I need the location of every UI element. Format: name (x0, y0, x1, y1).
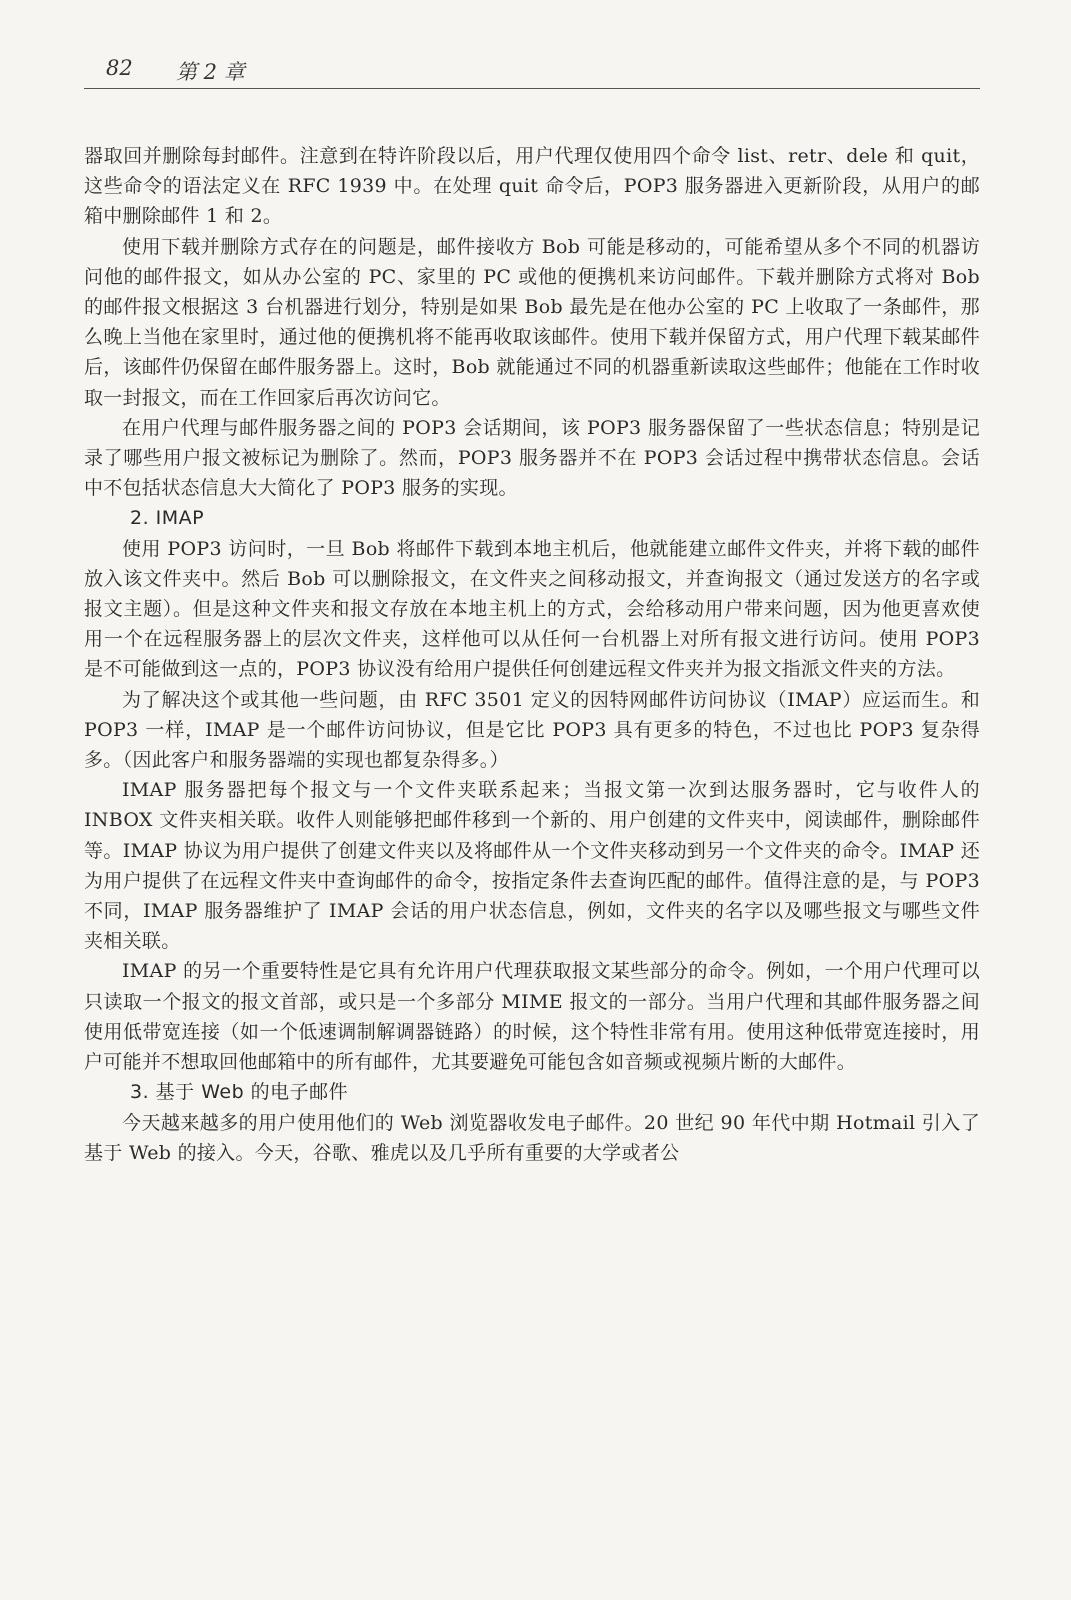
section-heading-imap: 2. IMAP (130, 507, 205, 530)
chapter-title: 第 2 章 (176, 60, 245, 84)
page-number: 82 (106, 56, 133, 80)
section-heading-web-email: 3. 基于 Web 的电子邮件 (130, 1081, 349, 1104)
paragraph-download-delete-problem: 使用下载并删除方式存在的问题是，邮件接收方 Bob 可能是移动的，可能希望从多个不同的机器访问他的邮件报文，如从办公室的 PC、家里的 PC 或他的便携机来访问邮件。下载并删除方式将对 Bob 的邮件报文根据这 3 台机器进行划分，特别是如果 Bob 最先是在他办公室的 PC 上收取了一条邮件，那么晚上当他在家里时，通过他的便携机将不能再收取该邮件。使用下载并保留方式，用户代理下载某邮件后，该邮件仍保留在邮件服务器上。这时，Bob 就能通过不同的机器重新读取这些邮件；他能在工作时收取一封报文，而在工作回家后再次访问它。 (84, 235, 980, 409)
paragraph-web-email: 今天越来越多的用户使用他们的 Web 浏览器收发电子邮件。20 世纪 90 年代中期 Hotmail 引入了基于 Web 的接入。今天，谷歌、雅虎以及几乎所有重要的大学或者公 (84, 1111, 980, 1164)
paragraph-pop3-state: 在用户代理与邮件服务器之间的 POP3 会话期间，该 POP3 服务器保留了一些状态信息；特别是记录了哪些用户报文被标记为删除了。然而，POP3 服务器并不在 POP3 会话过程中携带状态信息。会话中不包括状态信息大大简化了 POP3 服务的实现。 (84, 416, 980, 500)
running-header (84, 50, 980, 89)
paragraph-continued: 器取回并删除每封邮件。注意到在特许阶段以后，用户代理仅使用四个命令 list、retr、dele 和 quit，这些命令的语法定义在 RFC 1939 中。在处理 quit 命令后，POP3 服务器进入更新阶段，从用户的邮箱中删除邮件 1 和 2。 (84, 145, 980, 228)
body-text (84, 141, 980, 1168)
paragraph-pop3-folders: 使用 POP3 访问时，一旦 Bob 将邮件下载到本地主机后，他就能建立邮件文件夹，并将下载的邮件放入该文件夹中。然后 Bob 可以删除报文，在文件夹之间移动报文，并查询报文（通过发送方的名字或报文主题）。但是这种文件夹和报文存放在本地主机上的方式，会给移动用户带来问题，因为他更喜欢使用一个在远程服务器上的层次文件夹，这样他可以从任何一台机器上对所有报文进行访问。使用 POP3 是不可能做到这一点的，POP3 协议没有给用户提供任何创建远程文件夹并为报文指派文件夹的方法。 (84, 537, 980, 681)
paragraph-imap-partial-fetch: IMAP 的另一个重要特性是它具有允许用户代理获取报文某些部分的命令。例如，一个用户代理可以只读取一个报文的报文首部，或只是一个多部分 MIME 报文的一部分。当用户代理和其邮件服务器之间使用低带宽连接（如一个低速调制解调器链路）的时候，这个特性非常有用。使用这种低带宽连接时，用户可能并不想取回他邮箱中的所有邮件，尤其要避免可能包含如音频或视频片断的大邮件。 (84, 960, 980, 1074)
paragraph-imap-intro: 为了解决这个或其他一些问题，由 RFC 3501 定义的因特网邮件访问协议（IMAP）应运而生。和 POP3 一样，IMAP 是一个邮件访问协议，但是它比 POP3 具有更多的特色，不过也比 POP3 复杂得多。（因此客户和服务器端的实现也都复杂得多。） (84, 688, 980, 772)
book-page (84, 50, 980, 1168)
paragraph-imap-folders: IMAP 服务器把每个报文与一个文件夹联系起来；当报文第一次到达服务器时，它与收件人的 INBOX 文件夹相关联。收件人则能够把邮件移到一个新的、用户创建的文件夹中，阅读邮件，删除邮件等。IMAP 协议为用户提供了创建文件夹以及将邮件从一个文件夹移动到另一个文件夹的命令。IMAP 还为用户提供了在远程文件夹中查询邮件的命令，按指定条件去查询匹配的邮件。值得注意的是，与 POP3 不同，IMAP 服务器维护了 IMAP 会话的用户状态信息，例如，文件夹的名字以及哪些报文与哪些文件夹相关联。 (84, 779, 980, 953)
